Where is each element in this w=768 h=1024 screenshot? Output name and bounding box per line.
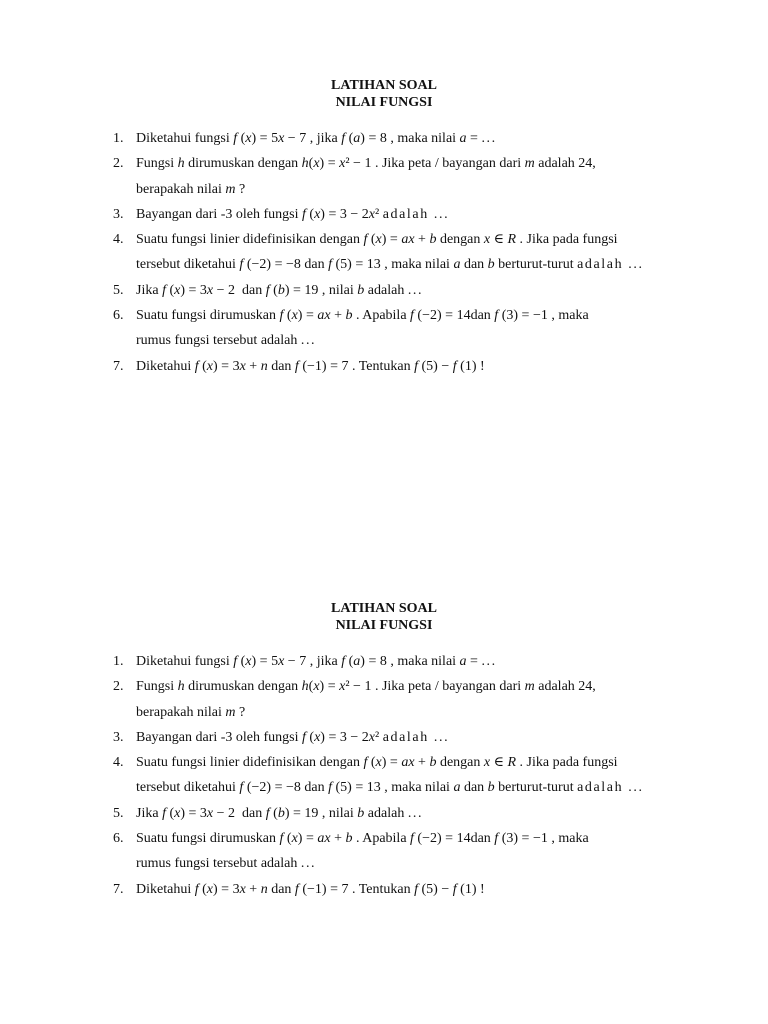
math-expression: f (x) = 3x + n (194, 358, 268, 374)
question-item (0, 227, 768, 278)
worksheet-copy-2 (0, 523, 768, 1023)
math-expression: h(x) = x² − 1 (301, 156, 372, 172)
math-expression: f (−2) = 14 (410, 308, 471, 324)
math-expression: m (524, 679, 535, 695)
question-number: 1. (113, 131, 124, 146)
question-line (0, 725, 768, 750)
question-text: dengan (436, 232, 484, 248)
question-text: , jika (306, 654, 342, 669)
math-expression: a (453, 780, 461, 796)
question-text: dan (235, 805, 266, 821)
question-text: dan (267, 881, 295, 897)
question-number: 4. (113, 755, 124, 771)
question-text: ? (235, 181, 246, 197)
question-item (0, 801, 768, 826)
math-expression: b (487, 257, 495, 273)
math-expression: f (x) = 3x − 2 (162, 805, 236, 821)
question-continuation-line (0, 700, 768, 725)
question-text: Jika (136, 282, 163, 298)
math-expression: f (−2) = −8 (239, 257, 301, 273)
math-expression: x ∈ R (483, 232, 517, 248)
question-line (0, 278, 768, 303)
worksheet-copy-1 (0, 0, 768, 500)
question-text: Suatu fungsi linier didefinisikan dengan (136, 755, 364, 771)
math-expression: m (225, 181, 236, 197)
math-expression: f (5) = 13 (328, 780, 381, 796)
question-number: 3. (113, 206, 124, 222)
question-list (0, 649, 768, 902)
question-text: berturut-turut (494, 257, 578, 273)
question-text: , maka (547, 831, 589, 847)
math-expression: f (5) − f (1) (414, 358, 477, 374)
question-text: ! (476, 881, 485, 897)
question-line (0, 674, 768, 699)
question-continuation-line (0, 177, 768, 202)
math-expression: m (524, 156, 535, 172)
question-text: adalah (364, 282, 408, 298)
math-expression: f (x) = 5x − 7 (233, 131, 307, 146)
question-text: ? (235, 704, 246, 720)
ellipsis-text: ... (407, 282, 424, 298)
question-line (0, 151, 768, 176)
question-line (0, 649, 768, 674)
question-number: 6. (113, 831, 124, 847)
question-number: 7. (113, 358, 124, 374)
math-expression: x ∈ R (483, 755, 517, 771)
question-text: . Jika pada fungsi (516, 755, 618, 771)
worksheet-subtitle: NILAI FUNGSI (335, 95, 433, 110)
question-text: , maka nilai (380, 257, 454, 273)
question-text: . Tentukan (348, 358, 415, 374)
question-line (0, 826, 768, 851)
question-text: , nilai (318, 805, 358, 821)
question-line (0, 877, 768, 902)
math-expression: f (x) = 3x − 2 (162, 282, 236, 298)
question-text: dan (460, 780, 488, 796)
question-text: Diketahui fungsi (136, 654, 234, 669)
question-text: dan (300, 257, 329, 273)
question-text: , maka nilai (380, 780, 454, 796)
math-expression: f (3) = −1 (494, 831, 548, 847)
math-expression: f (x) = ax + b (363, 755, 437, 771)
question-item (0, 278, 768, 303)
question-text: , maka nilai (386, 131, 460, 146)
math-expression: f (x) = ax + b (279, 308, 353, 324)
question-item (0, 126, 768, 151)
question-item (0, 750, 768, 801)
ellipsis-text: adalah ... (577, 780, 644, 796)
math-expression: h(x) = x² − 1 (301, 679, 372, 695)
math-expression: f (−2) = −8 (239, 780, 301, 796)
math-expression: f (x) = 3 − 2x² (302, 206, 380, 222)
question-list (0, 126, 768, 379)
question-text: dirumuskan dengan (184, 156, 302, 172)
question-text: tersebut diketahui (136, 780, 240, 796)
question-continuation-line (0, 252, 768, 277)
question-item (0, 674, 768, 725)
question-text: , jika (306, 131, 342, 146)
question-line (0, 801, 768, 826)
worksheet-title: LATIHAN SOAL (331, 601, 437, 616)
question-text: , maka nilai (386, 654, 460, 669)
math-expression: b (357, 805, 365, 821)
question-number: 4. (113, 232, 124, 248)
question-number: 2. (113, 156, 124, 172)
question-number: 6. (113, 308, 124, 324)
question-text: berturut-turut (494, 780, 578, 796)
question-line (0, 750, 768, 775)
math-expression: f (x) = 3 − 2x² (302, 729, 380, 745)
question-text: adalah (364, 805, 408, 821)
question-text: Bayangan dari -3 oleh fungsi (136, 729, 303, 745)
question-line (0, 354, 768, 379)
question-number: 2. (113, 679, 124, 695)
question-text: ! (476, 358, 485, 374)
math-expression: f (x) = 3x + n (194, 881, 268, 897)
question-number: 5. (113, 282, 124, 298)
question-number: 1. (113, 654, 124, 669)
question-item (0, 877, 768, 902)
question-text: Bayangan dari -3 oleh fungsi (136, 206, 303, 222)
question-text: Jika (136, 805, 163, 821)
question-text: . Apabila (352, 308, 411, 324)
question-text: . Jika pada fungsi (516, 232, 618, 248)
math-expression: f (b) = 19 (265, 282, 319, 298)
question-item (0, 303, 768, 354)
math-expression: f (x) = 5x − 7 (233, 654, 307, 669)
math-expression: b (487, 780, 495, 796)
question-text: . Jika peta / bayangan dari (371, 679, 525, 695)
question-continuation-line (0, 328, 768, 353)
question-text: dan (460, 257, 488, 273)
ellipsis-text: ... (300, 333, 317, 349)
question-text: . Apabila (352, 831, 411, 847)
ellipsis-text: ... (407, 805, 424, 821)
math-expression: f (a) = 8 (341, 654, 387, 669)
math-expression: f (−2) = 14 (410, 831, 471, 847)
question-text: . Tentukan (348, 881, 415, 897)
question-line (0, 126, 768, 151)
question-text: Diketahui (136, 881, 195, 897)
math-expression: a (459, 131, 467, 146)
ellipsis-text: ... (300, 856, 317, 872)
question-text: dan (235, 282, 266, 298)
question-number: 3. (113, 729, 124, 745)
question-text: rumus fungsi tersebut adalah (136, 333, 301, 349)
question-text: dengan (436, 755, 484, 771)
math-expression: f (−1) = 7 (294, 881, 349, 897)
question-line (0, 227, 768, 252)
question-line (0, 303, 768, 328)
math-expression: m (225, 704, 236, 720)
question-text: = (466, 131, 482, 146)
math-expression: f (3) = −1 (494, 308, 548, 324)
question-text: = (466, 654, 482, 669)
question-text: Fungsi (136, 679, 178, 695)
ellipsis-text: adalah ... (382, 729, 450, 745)
question-item (0, 151, 768, 202)
question-text: dan (300, 780, 329, 796)
ellipsis-text: adalah ... (577, 257, 644, 273)
question-number: 7. (113, 881, 124, 897)
question-text: tersebut diketahui (136, 257, 240, 273)
question-text: Diketahui fungsi (136, 131, 234, 146)
math-expression: b (357, 282, 365, 298)
question-continuation-line (0, 851, 768, 876)
math-expression: f (5) − f (1) (414, 881, 477, 897)
math-expression: f (−1) = 7 (294, 358, 349, 374)
math-expression: f (b) = 19 (265, 805, 319, 821)
question-continuation-line (0, 775, 768, 800)
question-text: , maka (547, 308, 589, 324)
worksheet-title: LATIHAN SOAL (331, 78, 437, 93)
math-expression: f (x) = ax + b (363, 232, 437, 248)
question-item (0, 354, 768, 379)
ellipsis-text: adalah ... (382, 206, 450, 222)
math-expression: f (a) = 8 (341, 131, 387, 146)
question-text: Diketahui (136, 358, 195, 374)
question-item (0, 725, 768, 750)
question-item (0, 202, 768, 227)
question-item (0, 649, 768, 674)
question-text: dan (470, 831, 495, 847)
question-text: . Jika peta / bayangan dari (371, 156, 525, 172)
worksheet-subtitle: NILAI FUNGSI (335, 618, 433, 633)
question-text: Suatu fungsi dirumuskan (136, 831, 280, 847)
question-text: berapakah nilai (136, 181, 226, 197)
math-expression: h (177, 679, 185, 695)
math-expression: h (177, 156, 185, 172)
question-item (0, 826, 768, 877)
question-text: rumus fungsi tersebut adalah (136, 856, 301, 872)
math-expression: a (459, 654, 467, 669)
math-expression: a (453, 257, 461, 273)
question-text: berapakah nilai (136, 704, 226, 720)
ellipsis-text: ... (481, 131, 497, 146)
question-text: dirumuskan dengan (184, 679, 302, 695)
question-text: Fungsi (136, 156, 178, 172)
question-text: dan (470, 308, 495, 324)
question-text: dan (267, 358, 295, 374)
ellipsis-text: ... (481, 654, 497, 669)
question-text: adalah 24, (534, 679, 596, 695)
math-expression: f (x) = ax + b (279, 831, 353, 847)
question-text: adalah 24, (534, 156, 596, 172)
math-expression: f (5) = 13 (328, 257, 381, 273)
question-line (0, 202, 768, 227)
question-text: , nilai (318, 282, 358, 298)
question-text: Suatu fungsi dirumuskan (136, 308, 280, 324)
question-number: 5. (113, 805, 124, 821)
question-text: Suatu fungsi linier didefinisikan dengan (136, 232, 364, 248)
